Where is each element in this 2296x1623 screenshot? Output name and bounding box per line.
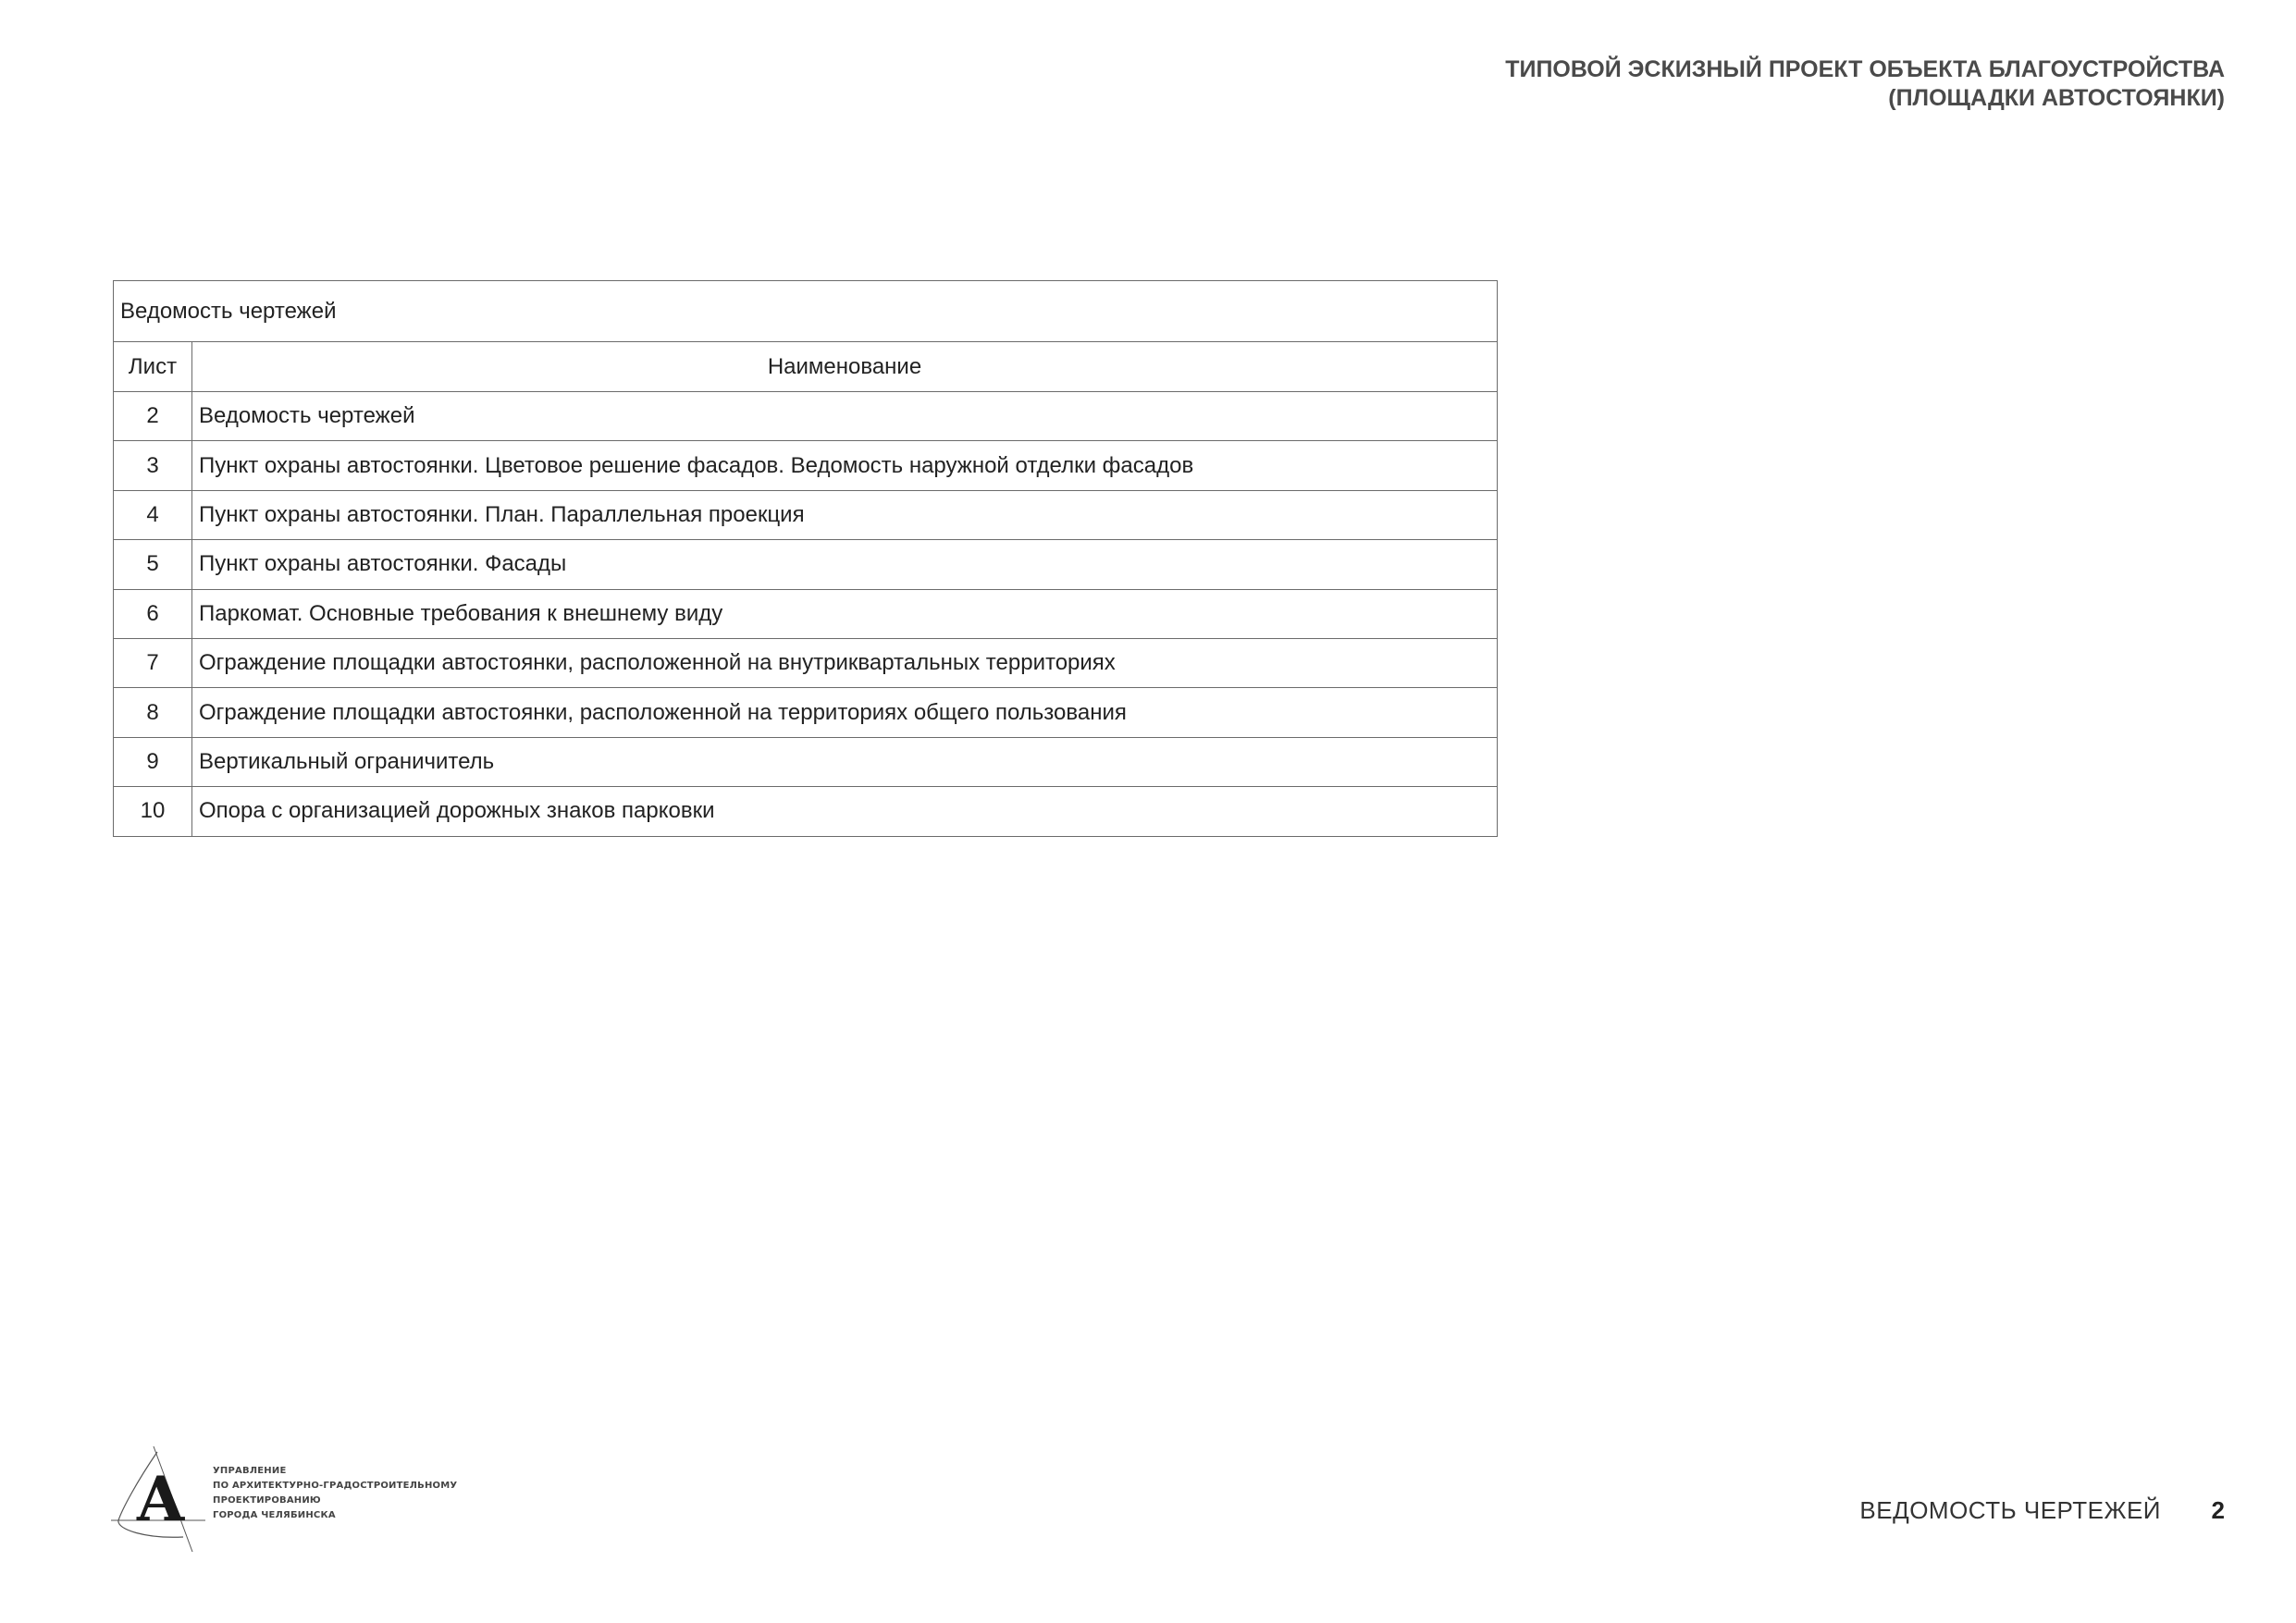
logo-caption-line: УПРАВЛЕНИЕ xyxy=(213,1466,287,1476)
sheet-name: Пункт охраны автостоянки. План. Параллельная проекция xyxy=(192,490,1498,539)
table-row xyxy=(114,441,1498,490)
sheet-number: 10 xyxy=(114,787,192,836)
sheet-name: Ограждение площадки автостоянки, расположенной на территориях общего пользования xyxy=(192,688,1498,737)
logo-caption-line: ПО АРХИТЕКТУРНО-ГРАДОСТРОИТЕЛЬНОМУ xyxy=(213,1481,458,1491)
table-caption-row xyxy=(114,281,1498,342)
sheet-number: 2 xyxy=(114,392,192,441)
table-header-row xyxy=(114,342,1498,392)
table-row xyxy=(114,540,1498,589)
table-row xyxy=(114,392,1498,441)
sheet-number: 7 xyxy=(114,638,192,687)
sheet-name: Паркомат. Основные требования к внешнему виду xyxy=(192,589,1498,638)
sheet-number: 6 xyxy=(114,589,192,638)
document-title-line-2: (ПЛОЩАДКИ АВТОСТОЯНКИ) xyxy=(1888,85,2225,111)
logo-letter: A xyxy=(137,1463,185,1535)
sheet-number: 3 xyxy=(114,441,192,490)
table-row xyxy=(114,589,1498,638)
column-header-name: Наименование xyxy=(192,342,1498,392)
logo-caption-line: ГОРОДА ЧЕЛЯБИНСКА xyxy=(213,1510,336,1520)
document-title-line-1: ТИПОВОЙ ЭСКИЗНЫЙ ПРОЕКТ ОБЪЕКТА БЛАГОУСТРОЙСТВА xyxy=(1505,56,2225,82)
sheet-name: Опора с организацией дорожных знаков парковки xyxy=(192,787,1498,836)
sheet-name: Пункт охраны автостоянки. Цветовое решение фасадов. Ведомость наружной отделки фасадов xyxy=(192,441,1498,490)
page-number: 2 xyxy=(2211,1496,2225,1524)
sheet-name: Вертикальный ограничитель xyxy=(192,737,1498,786)
sheet-number: 9 xyxy=(114,737,192,786)
column-header-sheet: Лист xyxy=(114,342,192,392)
sheet-number: 8 xyxy=(114,688,192,737)
drawings-list-table xyxy=(113,280,1498,837)
sheet-number: 5 xyxy=(114,540,192,589)
sheet-name: Ограждение площадки автостоянки, расположенной на внутриквартальных территориях xyxy=(192,638,1498,687)
table-caption: Ведомость чертежей xyxy=(114,281,1498,342)
sheet-name: Пункт охраны автостоянки. Фасады xyxy=(192,540,1498,589)
table-row xyxy=(114,638,1498,687)
logo-caption xyxy=(213,1464,457,1523)
sheet-number: 4 xyxy=(114,490,192,539)
sheet-name: Ведомость чертежей xyxy=(192,392,1498,441)
table-row xyxy=(114,737,1498,786)
footer-sheet-title: ВЕДОМОСТЬ ЧЕРТЕЖЕЙ xyxy=(1859,1496,2161,1524)
document-title xyxy=(1505,55,2225,113)
logo-caption-line: ПРОЕКТИРОВАНИЮ xyxy=(213,1495,321,1506)
table-row xyxy=(114,490,1498,539)
table-row xyxy=(114,787,1498,836)
table-row xyxy=(114,688,1498,737)
